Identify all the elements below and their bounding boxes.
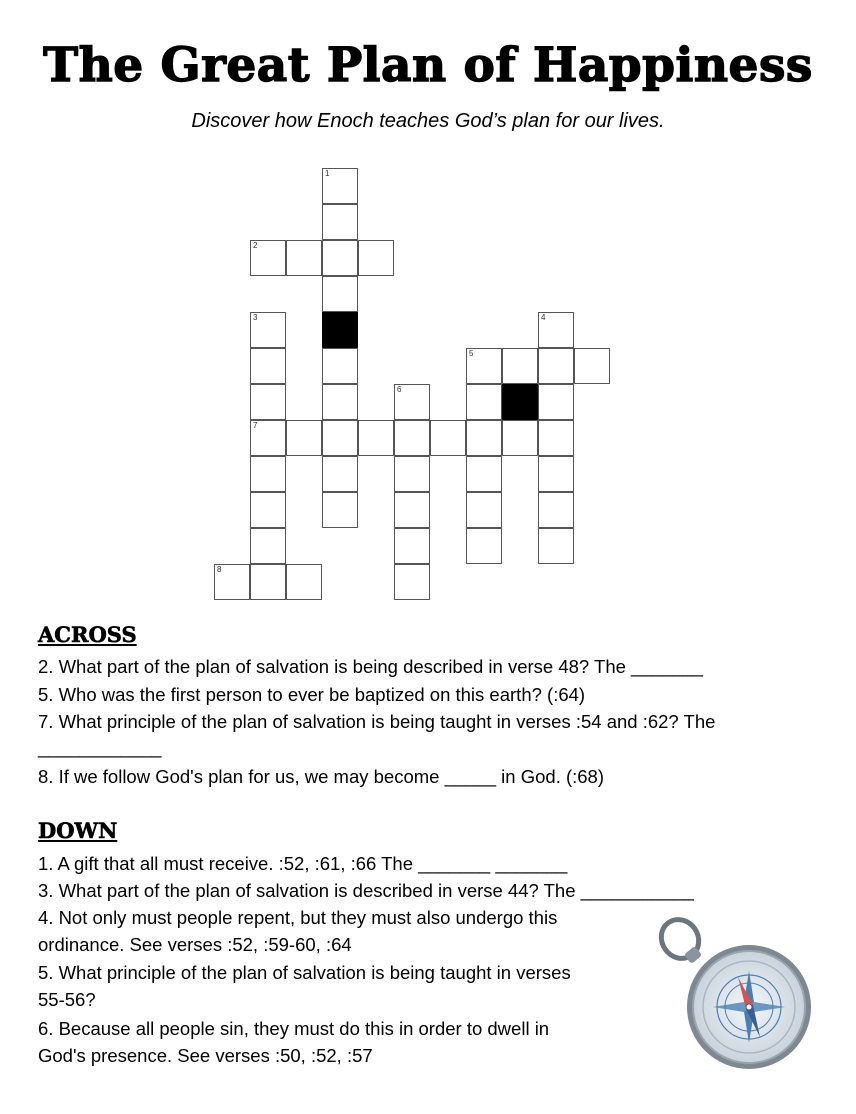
across-clue-5: 5. Who was the first person to ever be baptized on this earth? (:64) — [38, 684, 586, 705]
down-clue-4: 4. Not only must people repent, but they must also undergo this — [38, 907, 558, 928]
crossword-cell[interactable] — [466, 420, 502, 456]
crossword-cell[interactable] — [538, 384, 574, 420]
clue-number: 5 — [469, 349, 474, 358]
crossword-cell[interactable] — [538, 456, 574, 492]
crossword-cell[interactable] — [502, 348, 538, 384]
clue-number: 3 — [253, 313, 258, 322]
crossword-cell[interactable] — [286, 240, 322, 276]
clue-number: 1 — [325, 169, 330, 178]
crossword-cell[interactable] — [466, 384, 502, 420]
down-clue-5: 5. What principle of the plan of salvation is being taught in verses — [38, 962, 571, 983]
down-heading: DOWN — [38, 818, 118, 843]
crossword-cell[interactable] — [358, 240, 394, 276]
crossword-cell[interactable] — [322, 420, 358, 456]
crossword-cell[interactable] — [538, 348, 574, 384]
down-clue-4-cont: ordinance. See verses :52, :59-60, :64 — [38, 934, 352, 955]
crossword-cell[interactable] — [250, 312, 286, 348]
crossword-cell[interactable] — [466, 492, 502, 528]
crossword-cell[interactable] — [322, 348, 358, 384]
clue-number: 6 — [397, 385, 402, 394]
crossword-cell[interactable] — [322, 384, 358, 420]
crossword-cell[interactable] — [250, 492, 286, 528]
crossword-cell[interactable] — [322, 276, 358, 312]
crossword-cell[interactable] — [466, 528, 502, 564]
crossword-cell[interactable] — [466, 348, 502, 384]
crossword-cell[interactable] — [574, 348, 610, 384]
down-clue-6: 6. Because all people sin, they must do this in order to dwell in — [38, 1018, 550, 1039]
down-clue-5-cont: 55-56? — [38, 989, 96, 1010]
crossword-cell[interactable] — [286, 564, 322, 600]
crossword-cell[interactable] — [250, 528, 286, 564]
crossword-cell[interactable] — [250, 456, 286, 492]
crossword-cell[interactable] — [538, 528, 574, 564]
crossword-cell[interactable] — [502, 420, 538, 456]
clue-number: 7 — [253, 421, 258, 430]
clue-number: 2 — [253, 241, 258, 250]
crossword-black-cell — [322, 312, 358, 348]
crossword-cell[interactable] — [538, 420, 574, 456]
page-title: The Great Plan of Happiness — [43, 38, 813, 93]
crossword-cell[interactable] — [538, 312, 574, 348]
down-clue-3: 3. What part of the plan of salvation is described in verse 44? The ___________ — [38, 880, 694, 901]
crossword-cell[interactable] — [322, 204, 358, 240]
clue-number: 4 — [541, 313, 546, 322]
crossword-cell[interactable] — [286, 420, 322, 456]
crossword-cell[interactable] — [394, 420, 430, 456]
page-subtitle: Discover how Enoch teaches God’s plan for our lives. — [191, 110, 665, 132]
crossword-cell[interactable] — [358, 420, 394, 456]
crossword-cell[interactable] — [538, 492, 574, 528]
crossword-cell[interactable] — [250, 564, 286, 600]
crossword-cell[interactable] — [466, 456, 502, 492]
down-clue-1: 1. A gift that all must receive. :52, :61, :66 The _______ _______ — [38, 853, 568, 874]
crossword-cell[interactable] — [250, 420, 286, 456]
across-clue-8: 8. If we follow God's plan for us, we may become _____ in God. (:68) — [38, 766, 605, 787]
crossword-cell[interactable] — [394, 456, 430, 492]
across-clue-2: 2. What part of the plan of salvation is being described in verse 48? The _______ — [38, 656, 704, 677]
crossword-cell[interactable] — [394, 492, 430, 528]
crossword-cell[interactable] — [250, 384, 286, 420]
crossword-cell[interactable] — [322, 456, 358, 492]
crossword-cell[interactable] — [394, 564, 430, 600]
crossword-cell[interactable] — [250, 240, 286, 276]
down-clue-6-cont: God's presence. See verses :50, :52, :57 — [38, 1045, 373, 1066]
crossword-black-cell — [502, 384, 538, 420]
crossword-cell[interactable] — [214, 564, 250, 600]
clue-number: 8 — [217, 565, 222, 574]
crossword-cell[interactable] — [322, 240, 358, 276]
crossword-cell[interactable] — [394, 384, 430, 420]
crossword-cell[interactable] — [430, 420, 466, 456]
compass-icon — [656, 915, 816, 1075]
across-clue-7: 7. What principle of the plan of salvation is being taught in verses :54 and :62? The — [38, 711, 716, 732]
crossword-cell[interactable] — [322, 492, 358, 528]
across-clue-7-blank: ____________ — [38, 737, 162, 758]
across-heading: ACROSS — [38, 622, 137, 647]
crossword-cell[interactable] — [322, 168, 358, 204]
crossword-cell[interactable] — [394, 528, 430, 564]
crossword-cell[interactable] — [250, 348, 286, 384]
